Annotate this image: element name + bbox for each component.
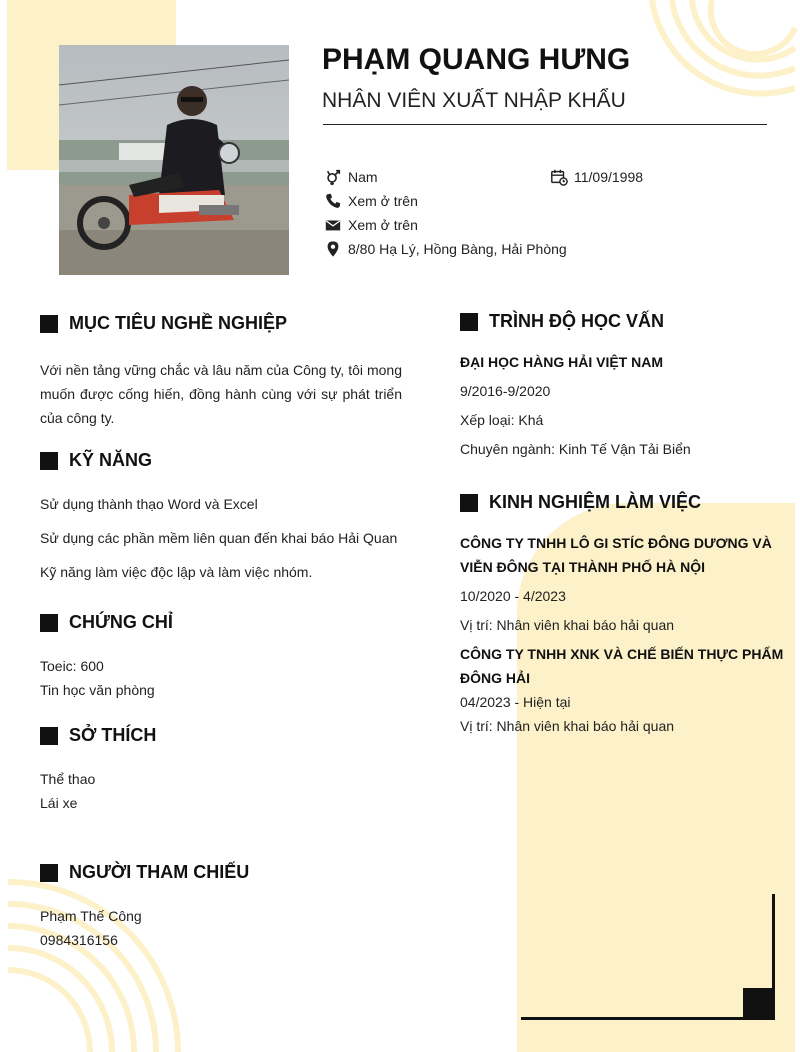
envelope-icon bbox=[324, 216, 342, 234]
address-row bbox=[324, 240, 567, 258]
gender-icon bbox=[324, 168, 342, 186]
heading-marker bbox=[40, 727, 58, 745]
job-position: Vị trí: Nhân viên khai báo hải quan bbox=[460, 617, 675, 633]
heading-text: SỞ THÍCH bbox=[69, 725, 157, 745]
heading-marker bbox=[40, 864, 58, 882]
heading-marker bbox=[40, 614, 58, 632]
gender-row bbox=[324, 168, 378, 186]
skill-item: Sử dụng thành thạo Word và Excel bbox=[40, 496, 258, 512]
address-value: 8/80 Hạ Lý, Hồng Bàng, Hải Phòng bbox=[348, 241, 567, 257]
section-heading-skills bbox=[40, 450, 152, 471]
decor-cream-panel-right bbox=[517, 503, 795, 1052]
candidate-job-title: NHÂN VIÊN XUẤT NHẬP KHẨU bbox=[322, 89, 626, 112]
section-heading-certificates bbox=[40, 612, 173, 633]
heading-marker bbox=[40, 452, 58, 470]
education-period: 9/2016-9/2020 bbox=[460, 383, 551, 399]
heading-text: TRÌNH ĐỘ HỌC VẤN bbox=[489, 311, 664, 331]
decor-arcs-bottom-left bbox=[0, 872, 190, 1052]
heading-marker bbox=[460, 313, 478, 331]
certificate-item: Tin học văn phòng bbox=[40, 682, 155, 698]
heading-text: NGƯỜI THAM CHIẾU bbox=[69, 862, 250, 882]
certificate-item: Toeic: 600 bbox=[40, 658, 104, 674]
heading-text: CHỨNG CHỈ bbox=[69, 612, 173, 632]
job-position: Vị trí: Nhân viên khai báo hải quan bbox=[460, 718, 675, 734]
birthdate-row bbox=[550, 168, 643, 186]
decor-frame-line-horizontal bbox=[521, 1017, 775, 1020]
email-row bbox=[324, 216, 418, 234]
job-company-line: ĐÔNG HẢI bbox=[460, 670, 530, 686]
profile-photo bbox=[59, 45, 289, 275]
calendar-icon bbox=[550, 168, 568, 186]
heading-text: KỸ NĂNG bbox=[69, 450, 153, 470]
decor-black-square bbox=[743, 988, 775, 1020]
header-divider bbox=[323, 124, 767, 125]
heading-marker bbox=[460, 494, 478, 512]
job-company-line: CÔNG TY TNHH XNK VÀ CHẾ BIẾN THỰC PHẨM bbox=[460, 646, 784, 662]
phone-row bbox=[324, 192, 418, 210]
heading-text: MỤC TIÊU NGHỀ NGHIỆP bbox=[69, 313, 288, 333]
job-company-line: VIỄN ĐÔNG TẠI THÀNH PHỐ HÀ NỘI bbox=[460, 559, 706, 575]
section-heading-experience bbox=[460, 492, 701, 513]
gender-value: Nam bbox=[348, 169, 378, 185]
email-value: Xem ở trên bbox=[348, 217, 418, 233]
decor-arcs-top-right bbox=[640, 0, 800, 110]
section-heading-objective bbox=[40, 313, 287, 334]
heading-text: KINH NGHIỆM LÀM VIỆC bbox=[489, 492, 702, 512]
phone-icon bbox=[324, 192, 342, 210]
objective-text: Với nền tảng vững chắc và lâu năm của Công ty, tôi mong muốn được cống hiến, đồng hành cùng với sự phát triển của công ty. bbox=[40, 362, 402, 426]
location-pin-icon bbox=[324, 240, 342, 258]
job-company-line: CÔNG TY TNHH LÔ GI STÍC ĐÔNG DƯƠNG VÀ bbox=[460, 535, 772, 551]
skill-item: Kỹ năng làm việc độc lập và làm việc nhóm. bbox=[40, 564, 313, 580]
candidate-name: PHẠM QUANG HƯNG bbox=[322, 43, 631, 76]
education-major: Chuyên ngành: Kinh Tế Vận Tải Biển bbox=[460, 441, 691, 457]
hobby-item: Lái xe bbox=[40, 795, 78, 811]
education-school: ĐẠI HỌC HÀNG HẢI VIỆT NAM bbox=[460, 354, 663, 370]
reference-name: Phạm Thế Công bbox=[40, 908, 142, 924]
section-heading-hobbies bbox=[40, 725, 156, 746]
heading-marker bbox=[40, 315, 58, 333]
birthdate-value: 11/09/1998 bbox=[574, 169, 644, 185]
hobby-item: Thể thao bbox=[40, 771, 96, 787]
job-period: 10/2020 - 4/2023 bbox=[460, 588, 566, 604]
section-heading-references bbox=[40, 862, 249, 883]
section-heading-education bbox=[460, 311, 664, 332]
job-period: 04/2023 - Hiện tại bbox=[460, 694, 571, 710]
reference-phone: 0984316156 bbox=[40, 932, 118, 948]
education-grade: Xếp loại: Khá bbox=[460, 412, 544, 428]
phone-value: Xem ở trên bbox=[348, 193, 418, 209]
skill-item: Sử dụng các phần mềm liên quan đến khai báo Hải Quan bbox=[40, 530, 398, 546]
